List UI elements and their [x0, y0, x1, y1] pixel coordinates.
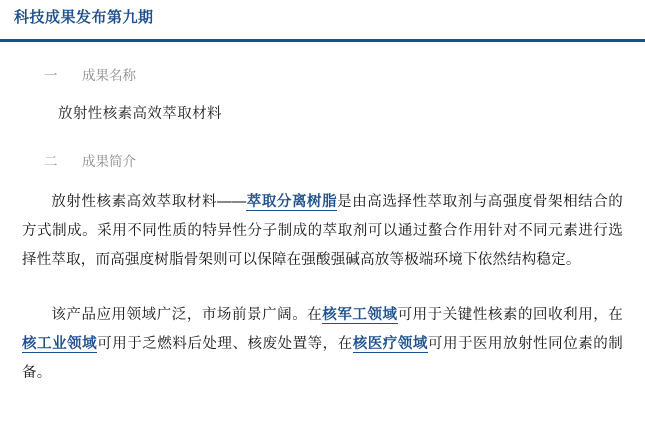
- section-number: 一: [44, 68, 58, 83]
- section-label: 成果简介: [82, 154, 136, 169]
- para2-segment-1: 该产品应用领域广泛，市场前景广阔。在: [51, 307, 323, 323]
- section-number: 二: [44, 154, 58, 169]
- para2-segment-4: 可用于医用放射性同位素的制备。: [22, 336, 624, 381]
- section-content-name: [22, 100, 623, 128]
- para1-segment-2: 是由高选择性萃取剂与高强度骨架相结合的方式制成。采用不同性质的特异性分子制成的萃取剂可以通过螯合作用针对不同元素进行选择性萃取，而高强度树脂骨架则可以保障在强酸强碱高放等极端环境下依然结构稳定。: [22, 194, 623, 268]
- document-header: [0, 0, 645, 34]
- section-label: 成果名称: [82, 68, 136, 83]
- keyword-nuclear-medicine: 核医疗领域: [352, 336, 428, 352]
- para1-segment-1: 放射性核素高效萃取材料——: [51, 194, 247, 210]
- keyword-nuclear-military: 核军工领域: [322, 307, 398, 323]
- intro-paragraph-2: [22, 301, 623, 388]
- section-heading-intro: [22, 150, 623, 170]
- para2-segment-3: 可用于乏燃料后处理、核废处置等，在: [97, 336, 353, 352]
- keyword-extraction-resin: 萃取分离树脂: [246, 194, 338, 210]
- document-body: [0, 64, 645, 388]
- keyword-nuclear-industry: 核工业领域: [22, 336, 98, 352]
- achievement-name-value: 放射性核素高效萃取材料: [58, 106, 222, 122]
- header-rule-container: [0, 39, 645, 42]
- header-divider: [0, 39, 645, 42]
- para2-segment-2: 可用于关键性核素的回收利用，在: [397, 307, 623, 323]
- page-title: 科技成果发布第九期: [14, 9, 154, 26]
- section-heading-name: [22, 64, 623, 84]
- intro-paragraph-1: [22, 188, 623, 275]
